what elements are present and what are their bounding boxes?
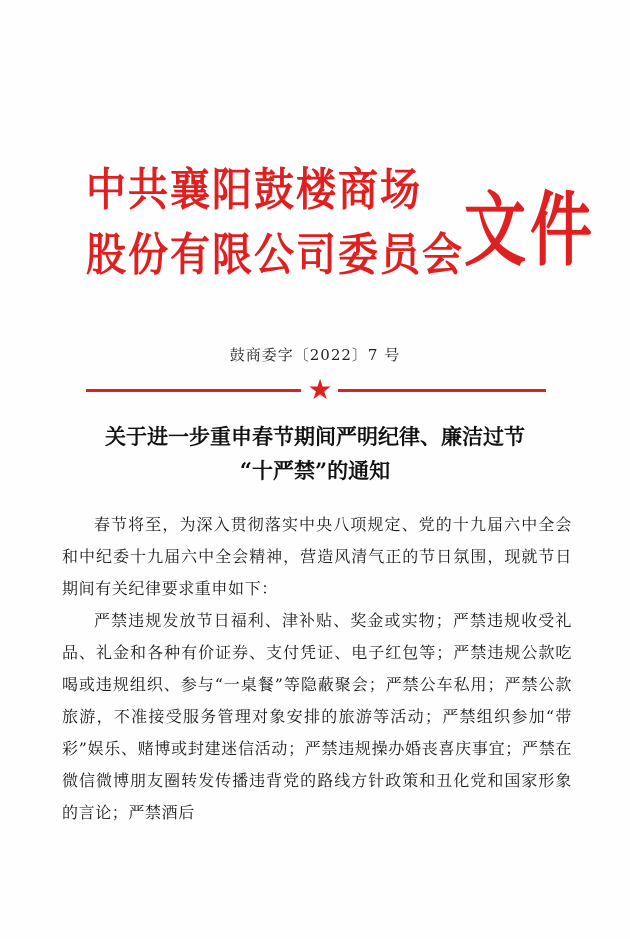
notice-title [40, 420, 590, 488]
notice-title-line-2: “十严禁”的通知 [239, 458, 391, 483]
body-paragraph-intro: 春节将至，为深入贯彻落实中央八项规定、党的十九届六中全会和中纪委十九届六中全会精神，营造风清气正的节日氛围，现就节日期间有关纪律要求重申如下： [62, 515, 572, 598]
notice-title-line-1: 关于进一步重申春节期间严明纪律、廉洁过节 [105, 424, 525, 449]
red-divider-left [86, 389, 301, 392]
issuer-name-line-2: 股份有限公司委员会 [86, 228, 464, 282]
document-number: 鼓商委字〔2022〕7 号 [229, 346, 401, 364]
star-icon: ★ [307, 373, 333, 406]
body-paragraph-prohibitions: 严禁违规发放节日福利、津补贴、奖金或实物；严禁违规收受礼品、礼金和各种有价证券、支付凭证、电子红包等；严禁违规公款吃喝或违规组织、参与“一桌餐”等隐蔽聚会；严禁公车私用；严禁公款旅游，不准接受服务管理对象安排的旅游等活动；严禁组织参加“带彩”娱乐、赌博或封建迷信活动；严禁违规操办婚丧喜庆事宜；严禁在微信微博朋友圈转发传播违背党的路线方针政策和丑化党和国家形象的言论；严禁酒后 [62, 611, 572, 822]
issuer-name-line-1: 中共襄阳鼓楼商场 [86, 163, 422, 217]
document-type: 文件 [464, 182, 597, 278]
red-divider-right [338, 389, 546, 392]
notice-body [62, 509, 572, 829]
issuer-name [86, 158, 466, 288]
